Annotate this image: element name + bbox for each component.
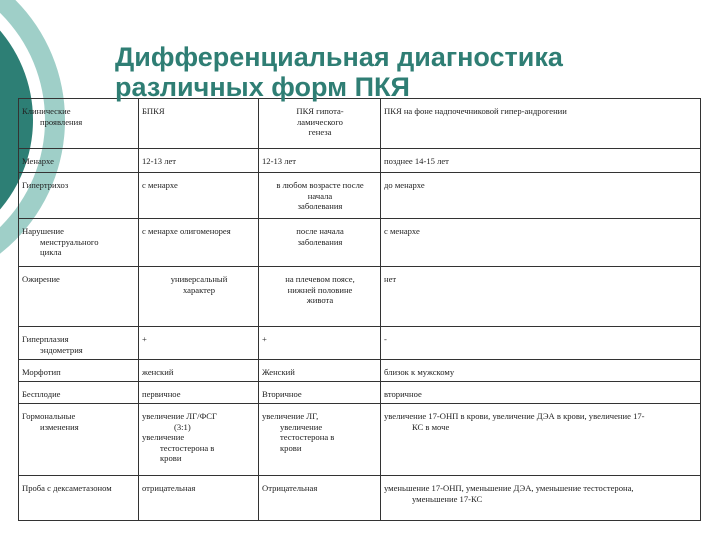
table-cell: [19, 382, 139, 404]
table-cell: [259, 149, 381, 173]
cell-text: увеличение: [142, 432, 185, 442]
table-row: [19, 476, 701, 521]
table-row: [19, 327, 701, 360]
table-cell: [259, 219, 381, 267]
cell-text: после начала: [296, 226, 344, 236]
cell-text: до менархе: [384, 180, 425, 190]
cell-text: 12-13 лет: [262, 156, 297, 166]
table-cell: [139, 360, 259, 382]
table-cell: [139, 267, 259, 327]
table-cell: [139, 219, 259, 267]
cell-text: Гипертрихоз: [22, 180, 69, 190]
table-cell: [139, 327, 259, 360]
cell-text: Ожирение: [22, 274, 60, 284]
header-text: проявления: [40, 116, 83, 127]
cell-text: на плечевом поясе,: [285, 274, 355, 284]
table-cell: [139, 149, 259, 173]
cell-text: Менархе: [22, 156, 54, 166]
table-cell: [381, 267, 701, 327]
cell-text: крови: [280, 442, 302, 453]
header-text: БПКЯ: [142, 106, 165, 116]
cell-text: 12-13 лет: [142, 156, 177, 166]
table-cell: [19, 360, 139, 382]
cell-text: с менархе: [384, 226, 420, 236]
header-cell-hypothalamic: [259, 99, 381, 149]
table-cell: [19, 404, 139, 476]
cell-text: +: [262, 334, 267, 344]
cell-text: в любом возрасте после: [276, 180, 364, 190]
header-cell-adrenal: [381, 99, 701, 149]
header-text: генеза: [308, 127, 332, 137]
cell-text: Морфотип: [22, 367, 61, 377]
table-cell: [19, 219, 139, 267]
cell-text: увеличение 17-ОНП в крови, увеличение ДЭА в крови, увеличение 17-: [384, 411, 645, 421]
cell-text: живота: [306, 295, 334, 305]
table-cell: [381, 404, 701, 476]
differential-diagnosis-table: [18, 98, 701, 521]
cell-text: КС в моче: [412, 421, 450, 432]
cell-text: с менархе олигоменорея: [142, 226, 231, 236]
cell-text: (3:1): [174, 421, 191, 432]
cell-text: универсальный: [170, 274, 228, 284]
cell-text: Женский: [262, 367, 295, 377]
cell-text: позднее 14-15 лет: [384, 156, 449, 166]
table-cell: [139, 476, 259, 521]
table-row: [19, 404, 701, 476]
table-cell: [381, 327, 701, 360]
cell-text: уменьшение 17-ОНП, уменьшение ДЭА, уменьшение тестостерона,: [384, 483, 634, 493]
cell-text: увеличение: [280, 421, 323, 432]
table-cell: [259, 360, 381, 382]
cell-text: характер: [182, 284, 216, 295]
table-cell: [381, 219, 701, 267]
header-text: ПКЯ гипота-: [296, 106, 344, 116]
table-cell: [259, 173, 381, 219]
slide-title-line-1: Дифференциальная диагностика: [115, 42, 563, 72]
table-cell: [381, 382, 701, 404]
cell-text: -: [384, 334, 387, 344]
table-cell: [381, 173, 701, 219]
cell-text: тестостерона в: [160, 442, 215, 453]
table-cell: [259, 267, 381, 327]
cell-text: начала: [307, 190, 333, 201]
cell-text: Проба с дексаметазоном: [22, 483, 112, 493]
cell-text: изменения: [40, 421, 79, 432]
table-row: [19, 219, 701, 267]
slide-title-line-2: различных форм ПКЯ: [115, 72, 410, 102]
table-cell: [19, 149, 139, 173]
table-cell: [19, 476, 139, 521]
header-cell-manifestations: [19, 99, 139, 149]
cell-text: тестостерона в: [280, 432, 335, 442]
table-cell: [381, 360, 701, 382]
cell-text: Гиперплазия: [22, 334, 69, 344]
cell-text: +: [142, 334, 147, 344]
cell-text: менструального: [40, 236, 99, 247]
cell-text: уменьшение 17-КС: [412, 493, 483, 504]
table-cell: [19, 327, 139, 360]
slide-title: [115, 42, 563, 102]
cell-text: женский: [142, 367, 174, 377]
cell-text: Отрицательная: [262, 483, 318, 493]
table-row: [19, 267, 701, 327]
cell-text: цикла: [40, 247, 62, 257]
table-cell: [259, 382, 381, 404]
cell-text: вторичное: [384, 389, 422, 399]
cell-text: Гормональные: [22, 411, 76, 421]
cell-text: увеличение ЛГ,: [262, 411, 319, 421]
table-cell: [381, 476, 701, 521]
cell-text: эндометрия: [40, 344, 83, 355]
table-row: [19, 149, 701, 173]
header-text: ламического: [297, 116, 343, 127]
table-cell: [381, 149, 701, 173]
table-cell: [259, 327, 381, 360]
table-cell: [19, 173, 139, 219]
table-row: [19, 360, 701, 382]
cell-text: Вторичное: [262, 389, 302, 399]
header-text: ПКЯ на фоне надпочечниковой гипер-андрогении: [384, 106, 567, 116]
table-cell: [259, 404, 381, 476]
cell-text: крови: [160, 453, 182, 463]
table-row: [19, 173, 701, 219]
cell-text: нет: [384, 274, 397, 284]
cell-text: близок к мужскому: [384, 367, 455, 377]
cell-text: заболевания: [297, 236, 343, 247]
table-header-row: [19, 99, 701, 149]
header-cell-bpkya: [139, 99, 259, 149]
table-cell: [139, 382, 259, 404]
table-row: [19, 382, 701, 404]
table-cell: [259, 476, 381, 521]
cell-text: нижней половине: [287, 284, 353, 295]
cell-text: Нарушение: [22, 226, 64, 236]
header-text: Клинические: [22, 106, 71, 116]
cell-text: первичное: [142, 389, 181, 399]
cell-text: Бесплодие: [22, 389, 61, 399]
cell-text: заболевания: [297, 201, 343, 211]
table-cell: [139, 173, 259, 219]
cell-text: увеличение ЛГ/ФСГ: [142, 411, 217, 421]
cell-text: отрицательная: [142, 483, 196, 493]
table-cell: [19, 267, 139, 327]
table-cell: [139, 404, 259, 476]
cell-text: с менархе: [142, 180, 178, 190]
